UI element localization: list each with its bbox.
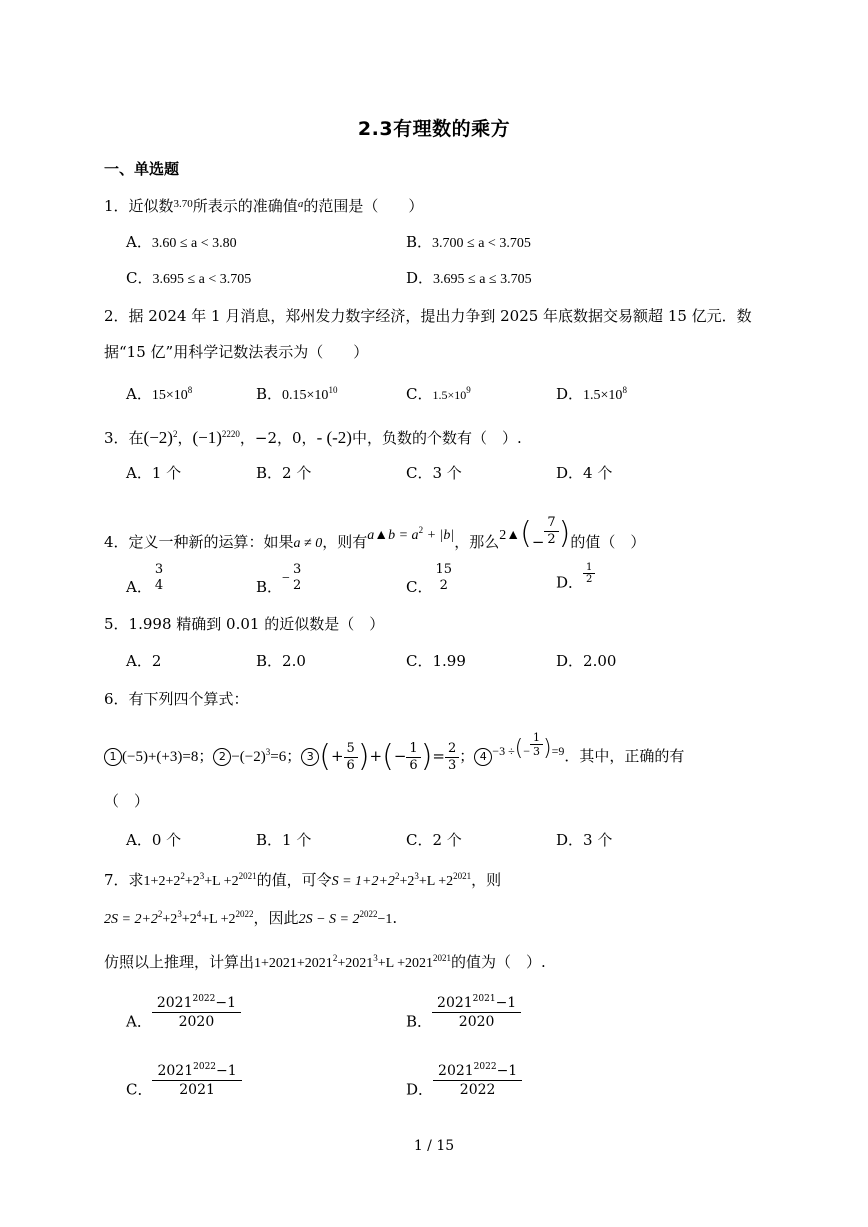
q4-option-d[interactable]: D． $\frac{1}{2}$: [556, 562, 595, 593]
q7-option-a[interactable]: A． $\frac{2021^{2022}-1}{2020}$: [126, 990, 241, 1032]
q6-option-c[interactable]: C．2 个: [406, 831, 462, 849]
q7-option-c[interactable]: C． $\frac{2021^{2022}-1}{2021}$: [126, 1058, 242, 1100]
q3-option-c[interactable]: C．3 个: [406, 464, 462, 482]
question-3: 3．在$(-2)^2$，$(-1)^{2220}$，−2，0，- (-2)中，负数的个数有（ ）.: [104, 428, 522, 447]
question-2-line-1: 2．据 2024 年 1 月消息，郑州发力数字经济，提出力争到 2025 年底数据交易额超 15 亿元．数: [104, 307, 752, 325]
q1-option-b[interactable]: B．3.700 ≤ a < 3.705: [406, 233, 531, 251]
q2-option-d[interactable]: D．$1.5\times 10^8$: [556, 385, 627, 403]
question-5: 5．1.998 精确到 0.01 的近似数是（ ）: [104, 615, 385, 633]
q4-option-a[interactable]: A． 3 4: [126, 562, 164, 596]
question-2-line-2: 据“15 亿”用科学记数法表示为（ ）: [104, 343, 369, 361]
q6-option-a[interactable]: A．0 个: [126, 831, 182, 849]
question-7-line-3: 仿照以上推理，计算出$1+2021+2021^2+2021^3+L +2021^{2021}$的值为（ ）.: [104, 953, 546, 971]
q4-option-b[interactable]: B．− 3 2: [256, 562, 302, 596]
q7-option-d[interactable]: D． $\frac{2021^{2022}-1}{2022}$: [406, 1058, 522, 1100]
q1-option-d[interactable]: D．3.695 ≤ a ≤ 3.705: [406, 269, 532, 287]
q1-option-c[interactable]: C．3.695 ≤ a < 3.705: [126, 269, 252, 287]
q6-option-d[interactable]: D．3 个: [556, 831, 613, 849]
question-6: 6．有下列四个算式：: [104, 690, 249, 708]
question-6-formulas: 1 (−5)+(+3)=8； $2 -(-2)^3=6$； 3 (+ $\frac{5}{6}$ )+(− $\frac{1}{6}$ )= $\frac{2}{3}$ ； 4 $^{-3 \div}$(− $\frac{1}{3}$ )$^{=9}$．其中，正确的有: [104, 726, 684, 782]
question-7-line-1: 7．求$1+2+2^2+2^3+L +2^{2021}$的值，可令$S = 1+2+2^2+2^3+L +2^{2021}$，则: [104, 871, 502, 889]
page-title: 2.3有理数的乘方: [357, 118, 511, 140]
question-7-line-2: $2S = 2+2^2+2^3+2^4+L +2^{2022}$，因此$2S - S = 2^{2022}-1$.: [104, 909, 398, 927]
q3-option-d[interactable]: D．4 个: [556, 464, 613, 482]
q3-option-b[interactable]: B．2 个: [256, 464, 312, 482]
q2-option-a[interactable]: A．$15\times 10^8$: [126, 385, 193, 403]
q4-fraction: $\frac{7}{2}$: [544, 515, 558, 548]
question-4: 4．定义一种新的运算：如果a ≠ 0，则有a▲b = $a^2 + |b|$，那么2▲(− $\frac{7}{2}$ )的值（ ）: [104, 515, 646, 551]
q2-option-c[interactable]: C．$1.5\times 10^9$: [406, 385, 471, 403]
q5-option-b[interactable]: B．2.0: [256, 652, 306, 670]
q6-option-b[interactable]: B．1 个: [256, 831, 312, 849]
circled-number-1: 1: [104, 748, 122, 766]
page-number: 1 / 15: [413, 1138, 455, 1154]
q5-option-a[interactable]: A．2: [126, 652, 162, 670]
section-heading: 一、单选题: [104, 160, 180, 178]
circled-number-4: 4: [474, 748, 492, 766]
q5-option-d[interactable]: D．2.00: [556, 652, 617, 670]
q4-option-c[interactable]: C． 15 2: [406, 562, 453, 596]
q2-option-b[interactable]: B．$0.15\times 10^{10}$: [256, 385, 338, 403]
circled-number-3: 3: [301, 748, 319, 766]
question-6-answer-paren: （ ）: [104, 792, 150, 810]
circled-number-2: 2: [213, 748, 231, 766]
q5-option-c[interactable]: C．1.99: [406, 652, 466, 670]
question-1: 1．近似数$^{3.70}$所表示的准确值$^a$的范围是（ ）: [104, 197, 424, 215]
q3-option-a[interactable]: A．1 个: [126, 464, 182, 482]
q1-option-a[interactable]: A．3.60 ≤ a < 3.80: [126, 233, 237, 251]
q7-option-b[interactable]: B． $\frac{2021^{2021}-1}{2020}$: [406, 990, 521, 1032]
